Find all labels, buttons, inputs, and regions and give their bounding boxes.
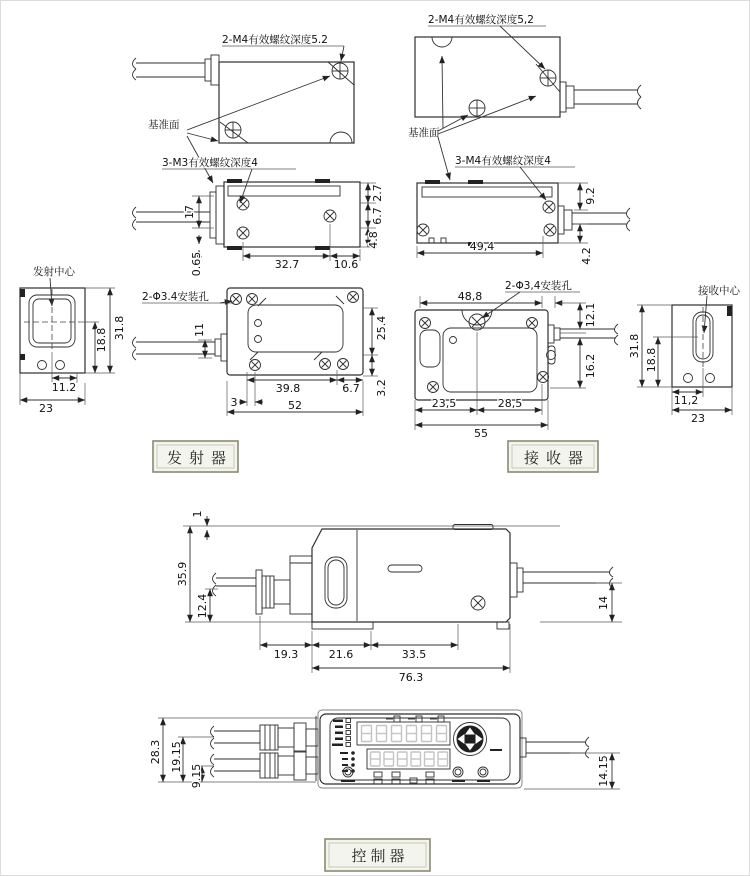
thread-annotation: 2-M4有效螺纹深度5,2 (428, 14, 534, 26)
dim-step: 3.2 (375, 379, 388, 397)
dim-step: 0.65 (190, 251, 203, 277)
dim-r1: 12.1 (584, 302, 597, 328)
dim-c2: 9.15 (190, 763, 203, 789)
dim-center-width: 11.2 (51, 381, 77, 394)
dim-edge-span: 10.6 (333, 258, 359, 271)
dim-c: 33.5 (401, 648, 427, 661)
controller-caption-box (325, 839, 430, 871)
thread-annotation: 3-M4有效螺纹深度4 (455, 155, 551, 167)
dim-height: 31.8 (628, 333, 641, 359)
dim-cable: 14 (597, 596, 610, 610)
dim-cable-height: 17 (183, 205, 196, 219)
dim-c1: 19.15 (170, 741, 183, 773)
dim-b1: 23,5 (431, 397, 457, 410)
dim-r3: 4.8 (367, 231, 380, 249)
dpad-control (454, 723, 487, 756)
dim-r2: 16.2 (584, 353, 597, 379)
dim-r2: 6.7 (371, 207, 384, 225)
emit-center-label: 发射中心 (33, 266, 75, 278)
transmitter-caption-box (153, 441, 238, 472)
dim-r1: 9.2 (584, 187, 597, 205)
dim-b: 21.6 (328, 648, 354, 661)
dim-length: 76.3 (398, 671, 424, 684)
dim-depth: 25.4 (375, 315, 388, 341)
dim-b2: 28,5 (497, 397, 523, 410)
mount-hole-annotation: 2-Φ3.4安装孔 (142, 291, 209, 303)
dim-length: 52 (288, 399, 302, 412)
screw-icon (469, 100, 485, 116)
thread-annotation: 2-M4有效螺纹深度5.2 (222, 34, 328, 46)
dim-width: 23 (691, 412, 705, 425)
transmitter-caption: 发射器 (166, 449, 234, 467)
dim-length: 49,4 (469, 240, 495, 253)
controller-caption: 控制器 (351, 847, 409, 865)
receiver-caption-box (508, 441, 598, 472)
dim-height: 28.3 (149, 739, 162, 765)
screw-icon (332, 63, 348, 79)
dim-r2: 4.2 (580, 247, 593, 265)
dim-cable-height: 12.4 (196, 593, 209, 619)
dim-r1: 2.7 (371, 184, 384, 202)
dim-length: 55 (474, 427, 488, 440)
dim-screw-span: 39.8 (275, 382, 301, 395)
dim-height: 35.9 (176, 561, 189, 587)
dim-top-gap: 1 (191, 510, 204, 518)
screw-icon (225, 122, 241, 138)
dim-top-span: 48,8 (457, 290, 483, 303)
dim-cable: 14.15 (597, 755, 610, 787)
thread-annotation: 3-M3有效螺纹深度4 (162, 157, 258, 169)
dim-a: 19.3 (273, 648, 299, 661)
dim-cable: 11 (193, 323, 206, 337)
page-border (1, 1, 750, 876)
mount-hole-annotation: 2-Φ3,4安装孔 (505, 280, 572, 292)
dim-offset: 3 (230, 396, 238, 409)
dim-center-height: 18.8 (95, 327, 108, 353)
datum-annotation: 基准面 (148, 119, 180, 131)
datum-annotation: 基准面 (408, 127, 440, 139)
dim-screw-span: 32.7 (274, 258, 300, 271)
receiver-caption: 接收器 (523, 449, 591, 467)
recv-center-label: 接收中心 (698, 285, 740, 297)
dim-width: 23 (39, 402, 53, 415)
screw-icon (540, 70, 556, 86)
dim-center-width: 11,2 (673, 394, 699, 407)
dim-height: 31.8 (113, 315, 126, 341)
dim-edge-span: 6.7 (342, 382, 360, 395)
dim-center-height: 18.8 (645, 347, 658, 373)
